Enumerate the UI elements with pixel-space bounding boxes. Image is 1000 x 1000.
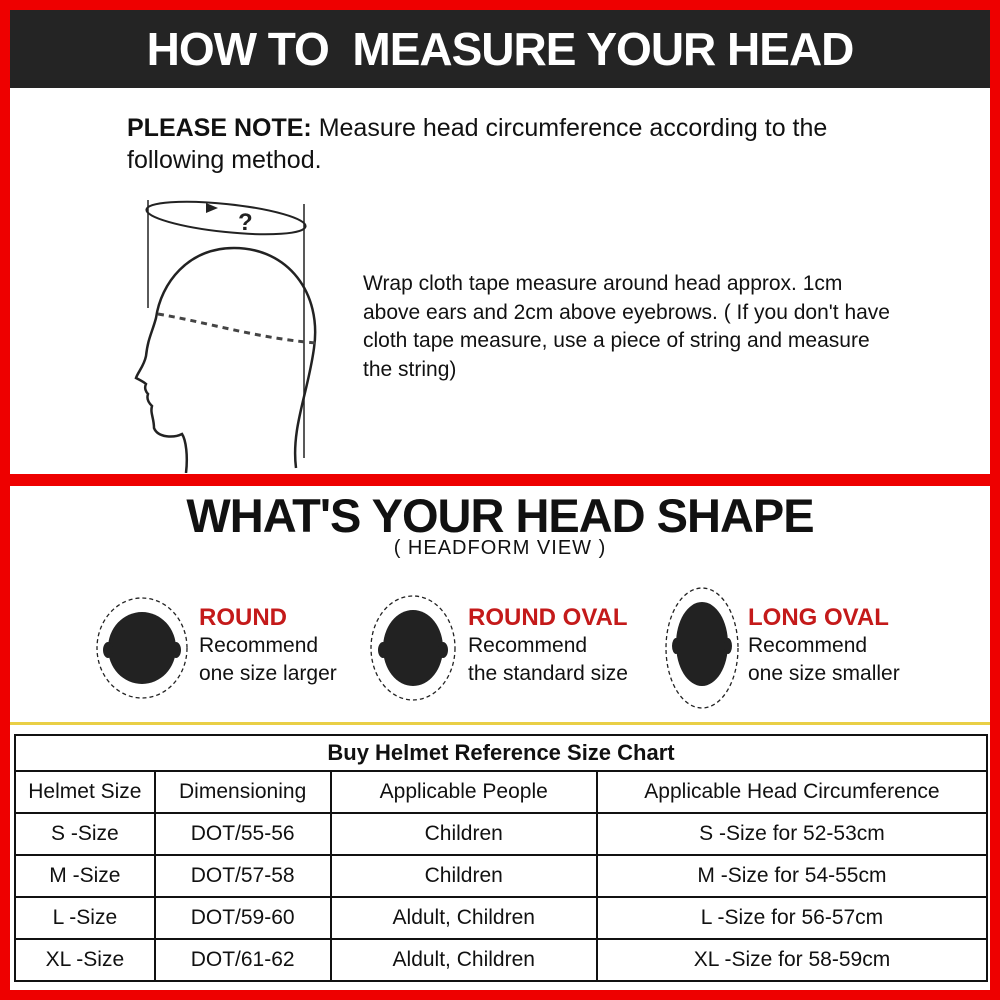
table-row xyxy=(15,813,987,855)
head-shape-panel xyxy=(10,486,990,990)
note-label: PLEASE NOTE: xyxy=(127,114,312,142)
table-cell: Children xyxy=(331,855,597,897)
table-cell: Children xyxy=(331,813,597,855)
table-cell: L -Size for 56-57cm xyxy=(597,897,987,939)
shape-advice: the standard size xyxy=(468,662,628,685)
column-header: Helmet Size xyxy=(15,771,155,813)
please-note xyxy=(127,112,897,176)
column-header: Dimensioning xyxy=(155,771,331,813)
table-cell: DOT/55-56 xyxy=(155,813,331,855)
table-cell: M -Size for 54-55cm xyxy=(597,855,987,897)
round-oval-head-icon xyxy=(368,594,458,704)
note-text: Measure head circumference according to the following method. xyxy=(127,114,828,174)
section-divider xyxy=(10,722,990,725)
head-shape-subtitle: ( HEADFORM VIEW ) xyxy=(393,537,607,559)
size-chart-table xyxy=(14,734,988,982)
table-cell: XL -Size xyxy=(15,939,155,981)
long-oval-head-icon xyxy=(662,584,742,712)
head-measure-illustration xyxy=(126,188,326,473)
column-header: Applicable People xyxy=(331,771,597,813)
shape-long-oval xyxy=(662,594,962,704)
shape-advice: one size smaller xyxy=(748,662,900,685)
table-cell: L -Size xyxy=(15,897,155,939)
table-row xyxy=(15,897,987,939)
table-cell: Aldult, Children xyxy=(331,897,597,939)
shape-recommend: Recommend xyxy=(748,634,868,657)
page-title: HOW TO MEASURE YOUR HEAD xyxy=(10,10,990,88)
table-header-row xyxy=(15,771,987,813)
column-header: Applicable Head Circumference xyxy=(597,771,987,813)
size-chart-caption: Buy Helmet Reference Size Chart xyxy=(15,735,987,771)
table-cell: DOT/57-58 xyxy=(155,855,331,897)
table-cell: M -Size xyxy=(15,855,155,897)
shape-name: LONG OVAL xyxy=(748,604,889,631)
table-cell: Aldult, Children xyxy=(331,939,597,981)
shape-recommend: Recommend xyxy=(199,634,319,657)
page-frame xyxy=(10,10,990,990)
head-shape-title: WHAT'S YOUR HEAD SHAPE xyxy=(186,489,814,542)
shape-name: ROUND OVAL xyxy=(468,604,628,631)
table-cell: DOT/61-62 xyxy=(155,939,331,981)
table-cell: S -Size xyxy=(15,813,155,855)
shape-name: ROUND xyxy=(199,604,287,631)
table-row xyxy=(15,939,987,981)
shape-round-oval xyxy=(368,594,648,704)
question-mark: ? xyxy=(238,209,253,236)
round-head-icon xyxy=(94,594,190,704)
table-cell: DOT/59-60 xyxy=(155,897,331,939)
measure-instructions: Wrap cloth tape measure around head approx. 1cm above ears and 2cm above eyebrows. ( If you don't have cloth tape measure, use a piece of string and measure the string) xyxy=(363,272,890,381)
measure-panel xyxy=(10,10,990,474)
table-cell: XL -Size for 58-59cm xyxy=(597,939,987,981)
table-cell: S -Size for 52-53cm xyxy=(597,813,987,855)
shape-round xyxy=(94,594,354,704)
shape-advice: one size larger xyxy=(199,662,337,685)
table-row xyxy=(15,855,987,897)
shape-recommend: Recommend xyxy=(468,634,588,657)
